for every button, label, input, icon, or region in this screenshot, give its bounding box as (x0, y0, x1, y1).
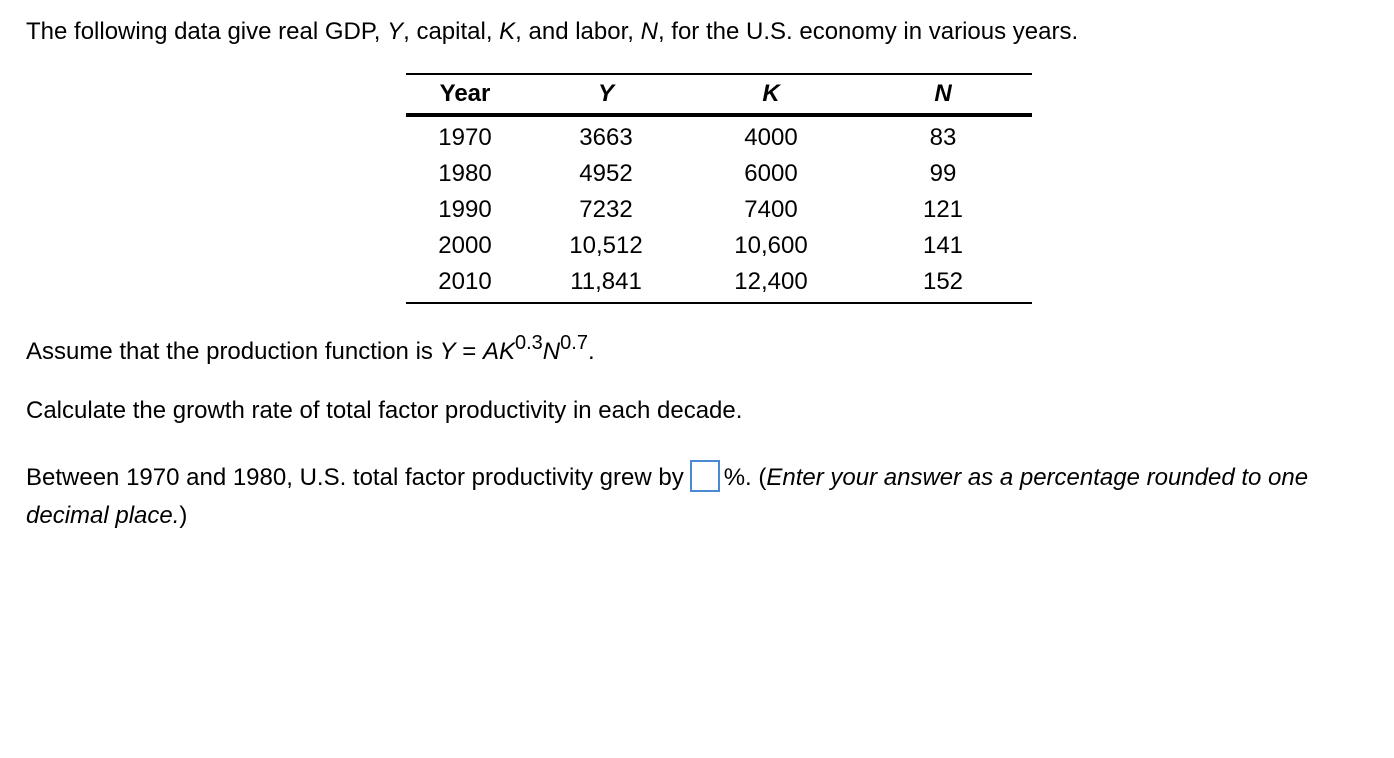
task-instruction: Calculate the growth rate of total factor productivity in each decade. (26, 397, 743, 424)
production-function-statement (26, 332, 595, 369)
header-year: Year (439, 80, 491, 107)
formula-k-exponent: 0.3 (514, 332, 543, 354)
question-suffix: %. ( (723, 464, 767, 491)
formula-y: Y (439, 338, 456, 365)
cell-year: 2000 (438, 232, 492, 259)
cell-y: 3663 (579, 124, 633, 151)
cell-y: 4952 (579, 160, 633, 187)
cell-year: 2010 (438, 268, 492, 295)
cell-year: 1990 (438, 196, 492, 223)
assume-prefix: Assume that the production function is (26, 338, 440, 365)
table-header-row (406, 74, 1032, 115)
formula-n-exponent: 0.7 (560, 332, 588, 354)
answer-format-instruction: Enter your answer as a percentage rounded to one decimal place. (26, 464, 1309, 529)
table-row (406, 264, 1032, 303)
table-row (406, 115, 1032, 156)
cell-n: 99 (929, 160, 957, 187)
data-table (406, 73, 1032, 304)
cell-y: 11,841 (570, 268, 642, 295)
question-close: ) (179, 502, 188, 529)
problem-intro (26, 16, 1078, 48)
formula-k: K (498, 338, 515, 365)
header-k: K (762, 80, 780, 107)
var-n: N (640, 18, 658, 45)
header-y: Y (597, 80, 614, 107)
formula-a: A (482, 338, 499, 365)
cell-year: 1970 (438, 124, 492, 151)
cell-k: 4000 (744, 124, 798, 151)
formula-equals: = (455, 338, 483, 365)
cell-y: 10,512 (569, 232, 643, 259)
table-row (406, 228, 1032, 264)
cell-year: 1980 (438, 160, 492, 187)
cell-n: 121 (922, 196, 964, 223)
formula-n: N (542, 338, 561, 365)
cell-n: 141 (922, 232, 964, 259)
cell-k: 10,600 (734, 232, 808, 259)
intro-text-2: , capital, (403, 18, 500, 45)
question (26, 459, 1376, 535)
cell-n: 152 (922, 268, 964, 295)
intro-text-4: , for the U.S. economy in various years. (657, 18, 1079, 45)
cell-k: 6000 (744, 160, 798, 187)
intro-text-1: The following data give real GDP, (26, 18, 388, 45)
answer-input[interactable] (690, 460, 720, 492)
cell-k: 7400 (744, 196, 798, 223)
question-prefix: Between 1970 and 1980, U.S. total factor productivity grew by (26, 464, 684, 491)
cell-y: 7232 (579, 196, 633, 223)
cell-k: 12,400 (734, 268, 808, 295)
cell-n: 83 (929, 124, 957, 151)
table-row (406, 192, 1032, 228)
table-row (406, 156, 1032, 192)
var-y: Y (387, 18, 404, 45)
header-n: N (934, 80, 952, 107)
formula-period: . (587, 338, 595, 365)
var-k: K (499, 18, 516, 45)
intro-text-3: , and labor, (515, 18, 641, 45)
